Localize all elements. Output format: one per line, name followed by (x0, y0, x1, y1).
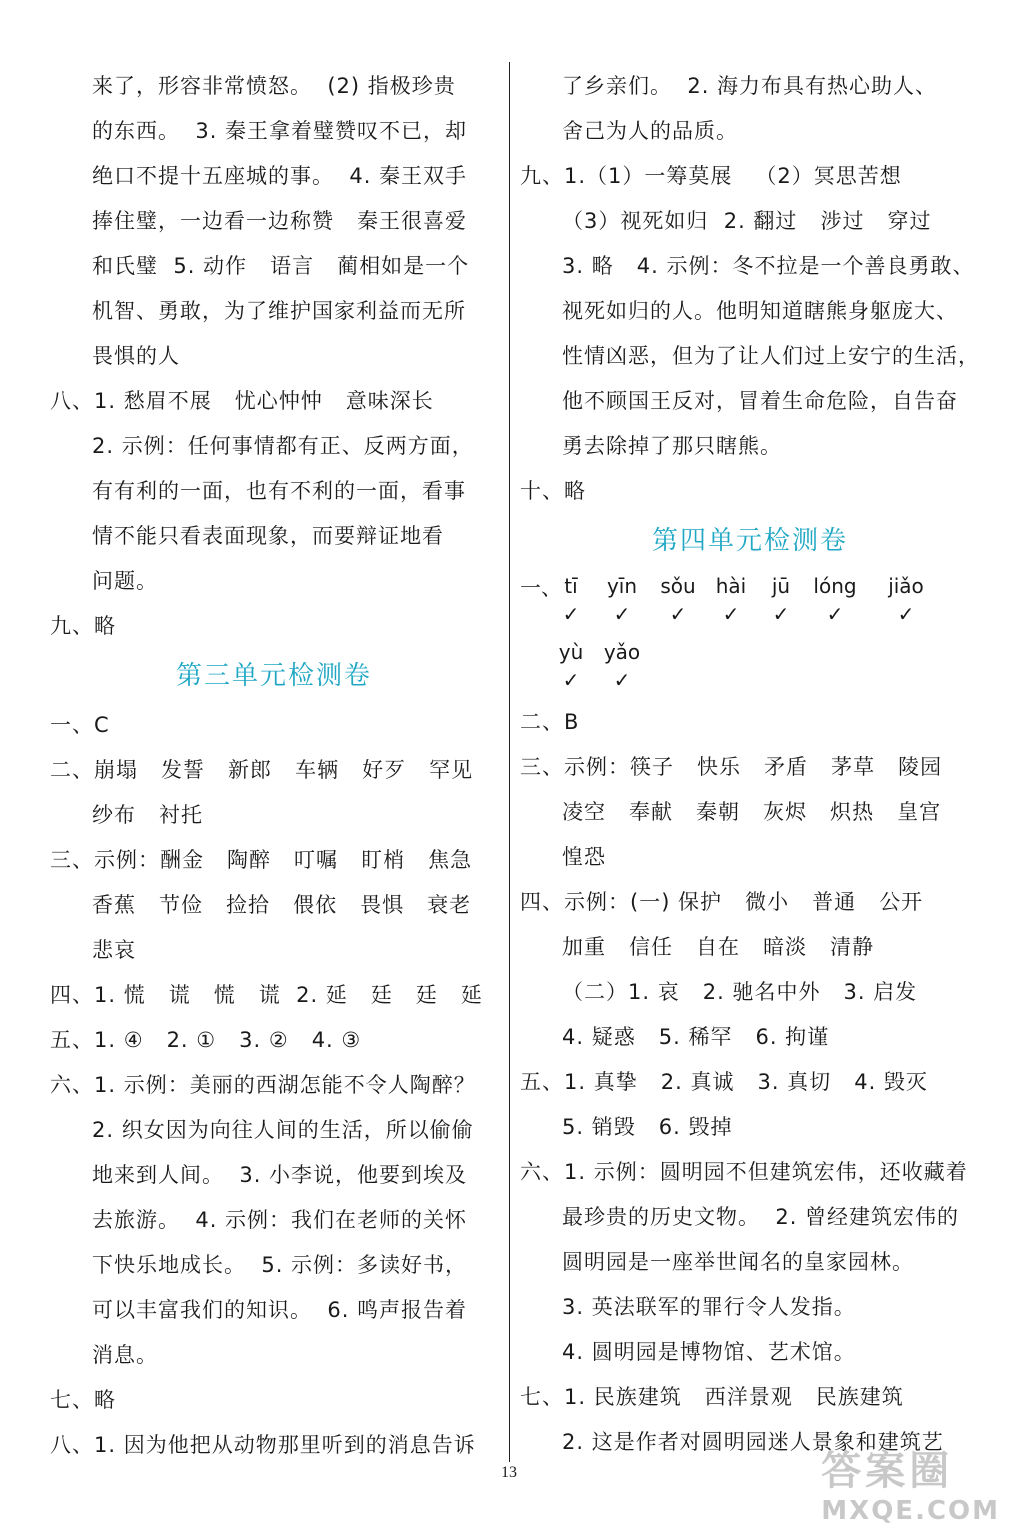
column-divider (509, 62, 510, 1462)
check-mark-icon: ✓ (897, 602, 915, 626)
answer-line: 五、1. ④ 2. ① 3. ② 4. ③ (50, 1028, 362, 1052)
left-column (50, 64, 498, 1468)
pinyin-item (597, 634, 647, 690)
answer-line: 5. 销毁 6. 毁掉 (562, 1115, 733, 1139)
answer-line: 四、1. 慌 谎 慌 谎 2. 延 廷 廷 延 (50, 983, 483, 1007)
check-mark-icon: ✓ (613, 602, 631, 626)
pinyin-item (706, 568, 756, 624)
answer-line: 捧住璧，一边看一边称赞 秦王很喜爱 (92, 209, 468, 233)
answer-line: 悲哀 (92, 938, 136, 962)
answer-line: 的东西。 3. 秦王拿着璧赞叹不已，却 (92, 119, 468, 143)
pinyin-text: yǎo (603, 640, 641, 664)
pinyin-item (597, 568, 647, 624)
pinyin-item (756, 568, 806, 624)
right-column (520, 64, 980, 1465)
answer-line: 六、1. 示例：美丽的西湖怎能不令人陶醉？ (50, 1073, 476, 1097)
answer-line: 地来到人间。 3. 小李说，他要到埃及 (92, 1163, 468, 1187)
answer-line: 一、C (50, 713, 110, 737)
answer-line: 有有利的一面，也有不利的一面，看事 (92, 479, 466, 503)
answer-line: 二、B (520, 710, 580, 734)
answer-line: 三、示例：酬金 陶醉 叮嘱 盯梢 焦急 (50, 848, 473, 872)
pinyin-item (653, 568, 703, 624)
answer-line: 七、1. 民族建筑 西洋景观 民族建筑 (520, 1385, 904, 1409)
answer-line: 最珍贵的历史文物。 2. 曾经建筑宏伟的 (562, 1205, 960, 1229)
pinyin-text: lóng (813, 574, 857, 598)
answer-line: 九、略 (50, 614, 116, 638)
pinyin-text: yù (558, 640, 584, 664)
answer-line: 九、1.（1）一筹莫展 （2）冥思苦想 (520, 164, 902, 188)
answer-line: 七、略 (50, 1388, 116, 1412)
answer-line: 4. 圆明园是博物馆、艺术馆。 (562, 1340, 856, 1364)
pinyin-text: jiǎo (888, 574, 924, 598)
answer-line: 2. 织女因为向往人间的生活，所以偷偷 (92, 1118, 474, 1142)
pinyin-item (881, 568, 931, 624)
pinyin-text: sǒu (660, 574, 696, 598)
answer-line: 情不能只看表面现象，而要辩证地看 (92, 524, 444, 548)
check-mark-icon: ✓ (722, 602, 740, 626)
pinyin-text: tī (564, 574, 578, 598)
pinyin-item (546, 634, 596, 690)
answer-line: 消息。 (92, 1343, 158, 1367)
answer-line: 2. 示例：任何事情都有正、反两方面， (92, 434, 474, 458)
answer-line: 凌空 奉献 秦朝 灰烬 炽热 皇宫 (562, 800, 942, 824)
answer-line: 性情凶恶，但为了让人们过上安宁的生活， (562, 344, 980, 368)
answer-line: 可以丰富我们的知识。 6. 鸣声报告着 (92, 1298, 468, 1322)
answer-line: 四、示例：(一) 保护 微小 普通 公开 (520, 890, 924, 914)
answer-line: 视死如归的人。他明知道瞎熊身躯庞大、 (562, 299, 958, 323)
answer-line: 了乡亲们。 2. 海力布具有热心助人、 (562, 74, 938, 98)
answer-line: 圆明园是一座举世闻名的皇家园林。 (562, 1250, 914, 1274)
answer-line: 香蕉 节俭 捡拾 偎依 畏惧 衰老 (92, 893, 472, 917)
check-mark-icon: ✓ (562, 602, 580, 626)
check-mark-icon: ✓ (562, 668, 580, 692)
pinyin-text: yīn (606, 574, 638, 598)
answer-line: 三、示例：筷子 快乐 矛盾 茅草 陵园 (520, 755, 943, 779)
check-mark-icon: ✓ (669, 602, 687, 626)
answer-line: 八、1. 愁眉不展 忧心忡忡 意味深长 (50, 389, 434, 413)
answer-line: （3）视死如归 2. 翻过 涉过 穿过 (562, 209, 932, 233)
answer-line: 他不顾国王反对，冒着生命危险，自告奋 (562, 389, 958, 413)
question-number: 一、 (520, 576, 562, 600)
pinyin-item (546, 568, 596, 624)
answer-line: （二）1. 哀 2. 驰名中外 3. 启发 (562, 980, 918, 1004)
answer-line: 3. 略 4. 示例：冬不拉是一个善良勇敢、 (562, 254, 975, 278)
watermark-url: MXQE.COM (821, 1496, 1000, 1526)
answer-line: 机智、勇敢，为了维护国家利益而无所 (92, 299, 466, 323)
answer-line: 下快乐地成长。 5. 示例：多读好书， (92, 1253, 468, 1277)
answer-line: 去旅游。 4. 示例：我们在老师的关怀 (92, 1208, 468, 1232)
answer-line: 勇去除掉了那只瞎熊。 (562, 434, 782, 458)
answer-line: 六、1. 示例：圆明园不但建筑宏伟，还收藏着 (520, 1160, 968, 1184)
answer-line: 4. 疑惑 5. 稀罕 6. 拘谨 (562, 1025, 830, 1049)
pinyin-item (810, 568, 860, 624)
unit3-answers-continued (520, 64, 980, 514)
pinyin-text: jū (771, 574, 791, 598)
answer-line: 五、1. 真挚 2. 真诚 3. 真切 4. 毁灭 (520, 1070, 928, 1094)
check-mark-icon: ✓ (826, 602, 844, 626)
watermark-logo (821, 1439, 1000, 1526)
unit4-heading: 第四单元检测卷 (651, 526, 848, 556)
answer-line: 来了，形容非常愤怒。 (2) 指极珍贵 (92, 74, 456, 98)
answer-line: 2. 这是作者对圆明园迷人景象和建筑艺 (562, 1430, 944, 1454)
page-number: 13 (501, 1464, 517, 1481)
pinyin-row-1 (520, 568, 980, 634)
check-mark-icon: ✓ (772, 602, 790, 626)
answer-line: 加重 信任 自在 暗淡 清静 (562, 935, 875, 959)
answer-line: 纱布 衬托 (92, 803, 204, 827)
answer-line: 3. 英法联军的罪行令人发指。 (562, 1295, 856, 1319)
answer-line: 二、崩塌 发誓 新郎 车辆 好歹 罕见 (50, 758, 474, 782)
answer-line: 八、1. 因为他把从动物那里听到的消息告诉 (50, 1433, 476, 1457)
check-mark-icon: ✓ (613, 668, 631, 692)
pinyin-text: hài (715, 574, 747, 598)
answer-line: 绝口不提十五座城的事。 4. 秦王双手 (92, 164, 468, 188)
unit3-heading: 第三单元检测卷 (175, 661, 372, 691)
answer-line: 畏惧的人 (92, 344, 180, 368)
answer-line: 和氏璧 5. 动作 语言 蔺相如是一个 (92, 254, 470, 278)
watermark-text: 答案圈 (821, 1448, 954, 1494)
answer-line: 十、略 (520, 479, 586, 503)
answer-line: 舍己为人的品质。 (562, 119, 738, 143)
pinyin-row-2 (520, 634, 980, 700)
answer-line: 问题。 (92, 569, 158, 593)
unit4-answers (520, 700, 980, 1465)
answer-line: 惶恐 (562, 845, 606, 869)
